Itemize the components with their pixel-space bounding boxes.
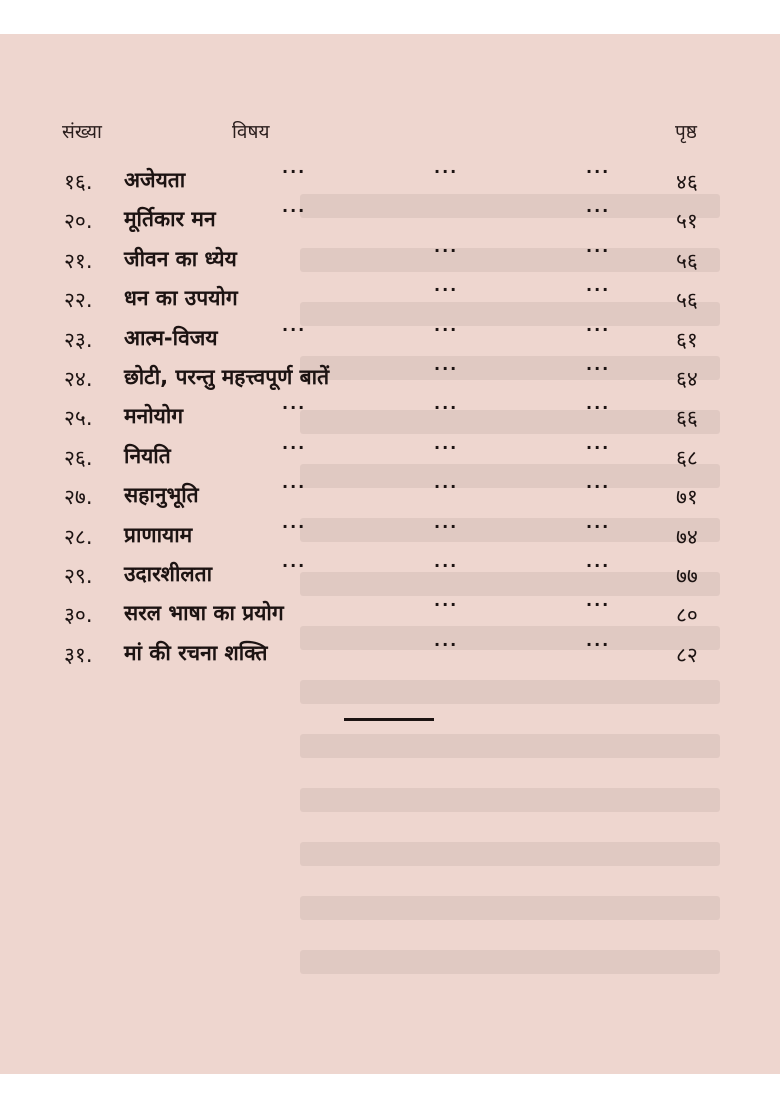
- contents-entry: [0, 199, 780, 238]
- leader-dots: ···: [434, 162, 459, 181]
- subject-column-label: विषय: [232, 121, 270, 143]
- leader-dots: ···: [586, 398, 611, 418]
- leader-dots: ···: [434, 634, 459, 654]
- entry-page-number: ५६: [676, 248, 698, 273]
- entry-page-number: ७१: [676, 485, 698, 510]
- entry-title: उदारशीलता: [124, 561, 213, 586]
- entry-number: १६.: [64, 170, 93, 194]
- entry-title: सरल भाषा का प्रयोग: [124, 601, 284, 626]
- leader-dots: ···: [586, 477, 611, 497]
- leader-dots: ···: [282, 319, 307, 339]
- contents-entry: [0, 554, 780, 593]
- entry-page-number: ६४: [676, 366, 698, 391]
- entry-page-number: ८०: [676, 603, 698, 628]
- leader-dots: ···: [282, 477, 307, 497]
- entry-number: २३.: [64, 327, 93, 352]
- leader-dots: ···: [586, 319, 611, 339]
- entry-title: प्राणायाम: [124, 522, 193, 547]
- entry-title: मनोयोग: [124, 404, 184, 429]
- page-column-label: पृष्ठ: [675, 121, 697, 143]
- entry-title: धन का उपयोग: [124, 286, 238, 311]
- entry-number: २४.: [64, 366, 93, 391]
- contents-list: [0, 160, 780, 672]
- leader-dots: ···: [282, 437, 307, 457]
- contents-entry: [0, 593, 780, 632]
- entry-number: २१.: [64, 248, 93, 273]
- contents-entry: [0, 515, 780, 554]
- book-page: [0, 34, 780, 1074]
- leader-dots: ···: [586, 201, 611, 221]
- entry-page-number: ६१: [676, 327, 698, 352]
- entry-number: २८.: [64, 524, 93, 549]
- leader-dots: ···: [586, 555, 611, 575]
- entry-page-number: ६८: [676, 445, 698, 470]
- leader-dots: ···: [282, 516, 307, 536]
- entry-page-number: ६६: [676, 406, 698, 431]
- leader-dots: ···: [434, 437, 459, 457]
- entry-number: २२.: [64, 288, 93, 313]
- contents-entry: [0, 318, 780, 357]
- leader-dots: ···: [434, 555, 459, 575]
- leader-dots: ···: [434, 280, 459, 300]
- entry-page-number: ५६: [676, 288, 698, 313]
- closing-rule: [344, 718, 434, 721]
- entry-title: अजेयता: [124, 168, 186, 192]
- contents-entry: [0, 239, 780, 278]
- contents-header: [0, 118, 780, 148]
- number-column-label: संख्या: [62, 121, 102, 143]
- entry-number: ३१.: [64, 642, 93, 667]
- leader-dots: ···: [586, 634, 611, 654]
- leader-dots: ···: [586, 280, 611, 300]
- entry-page-number: ८२: [676, 642, 698, 667]
- leader-dots: ···: [282, 555, 307, 575]
- contents-entry: [0, 475, 780, 514]
- leader-dots: ···: [282, 162, 307, 181]
- leader-dots: ···: [434, 516, 459, 536]
- leader-dots: ···: [434, 398, 459, 418]
- entry-number: २९.: [64, 563, 93, 588]
- contents-entry: [0, 278, 780, 317]
- entry-number: २६.: [64, 445, 93, 470]
- entry-title: छोटी, परन्तु महत्त्वपूर्ण बातें: [124, 364, 330, 389]
- entry-title: आत्म-विजय: [124, 325, 218, 350]
- leader-dots: ···: [586, 162, 611, 181]
- entry-title: नियति: [124, 443, 171, 468]
- entry-title: जीवन का ध्येय: [124, 246, 237, 271]
- entry-page-number: ७७: [676, 563, 698, 588]
- leader-dots: ···: [586, 358, 611, 378]
- entry-number: २७.: [64, 485, 93, 510]
- entry-page-number: ७४: [676, 524, 698, 549]
- entry-page-number: ४६: [676, 170, 698, 194]
- entry-number: ३०.: [64, 603, 93, 628]
- contents-entry: [0, 160, 780, 199]
- leader-dots: ···: [282, 398, 307, 418]
- entry-title: मूर्तिकार मन: [124, 207, 216, 232]
- entry-title: सहानुभूति: [124, 483, 199, 508]
- leader-dots: ···: [586, 516, 611, 536]
- leader-dots: ···: [282, 201, 307, 221]
- leader-dots: ···: [434, 240, 459, 260]
- leader-dots: ···: [586, 437, 611, 457]
- leader-dots: ···: [434, 595, 459, 615]
- entry-page-number: ५१: [676, 209, 698, 234]
- leader-dots: ···: [434, 477, 459, 497]
- contents-entry: [0, 436, 780, 475]
- contents-entry: [0, 633, 780, 672]
- entry-number: २५.: [64, 406, 93, 431]
- contents-entry: [0, 396, 780, 435]
- contents-entry: [0, 357, 780, 396]
- entry-number: २०.: [64, 209, 93, 234]
- leader-dots: ···: [586, 240, 611, 260]
- leader-dots: ···: [586, 595, 611, 615]
- leader-dots: ···: [434, 319, 459, 339]
- leader-dots: ···: [434, 358, 459, 378]
- entry-title: मां की रचना शक्ति: [124, 640, 268, 665]
